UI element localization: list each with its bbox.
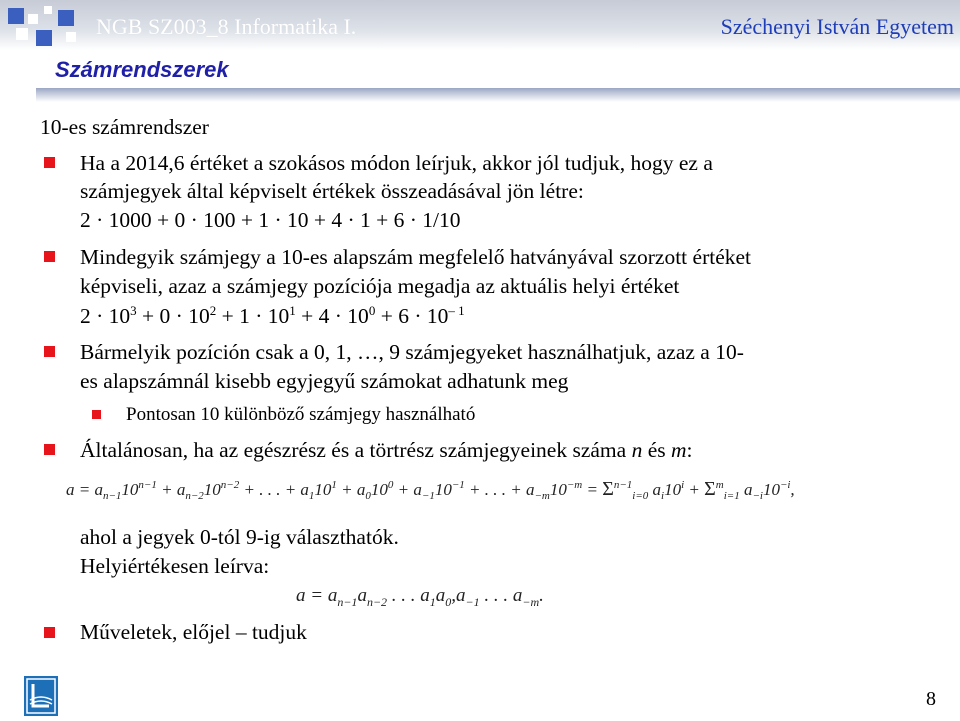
bullet1-expression: 2 · 1000 + 0 · 100 + 1 · 10 + 4 · 1 + 6 · 1/10 — [80, 208, 461, 232]
bullet4-text: Általánosan, ha az egészrész és a törtrész számjegyeinek száma n és m: — [80, 438, 693, 462]
bullet-marker — [44, 627, 55, 638]
university-logo — [24, 676, 58, 716]
bullet-marker — [44, 444, 55, 455]
positional-formula: $a = a_{n-1}a_{n-2}$ . . . $a_1a_0,a_{-1}$ . . . $a_{-m}$. — [296, 585, 544, 609]
powers-expression: $2 \cdot 10^3 + 0 \cdot 10^2 + 1 \cdot 10^1 + 4 \cdot 10^0 + 6 \cdot 10^{- 1}$ — [80, 303, 465, 328]
bullet3-line2: es alapszámnál kisebb egyjegyű számokat adhatunk meg — [80, 369, 569, 393]
bullet2-line2: képviseli, azaz a számjegy pozíciója megadja az aktuális helyi értéket — [80, 274, 680, 298]
bullet-marker — [44, 251, 55, 262]
bullet2-line1: Mindegyik számjegy a 10-es alapszám megfelelő hatványával szorzott értéket — [80, 245, 752, 269]
general-formula: $a = a_{n-1}10^{n-1} + a_{n-2}10^{n-2}$ + . . . + $a_110^1 + a_010^0 + a_{-1}10^{-1}$ + . . . + $a_{-m}10^{-m} = \Sigma^{n-1}_{i=0}$ $a_i10^i + \Sigma^m_{i=1}$ $a_{-i}10^{-i}$, — [66, 478, 795, 502]
slide-title: Számrendszerek — [55, 57, 229, 82]
bullet3-line1: Bármelyik pozíción csak a 0, 1, …, 9 számjegyeket használhatjuk, azaz a 10- — [80, 340, 744, 364]
bullet-marker — [44, 157, 55, 168]
bullet1-line2: számjegyek által képviselt értékek összeadásával jön létre: — [80, 179, 584, 203]
university-name: Széchenyi István Egyetem — [720, 14, 954, 39]
section-subheading: 10-es számrendszer — [40, 115, 209, 139]
header-logo-squares — [8, 4, 88, 48]
sub-bullet-text: Pontosan 10 különböző számjegy használható — [126, 404, 476, 425]
bullet-marker — [44, 346, 55, 357]
bullet1-line1: Ha a 2014,6 értéket a szokásos módon leírjuk, akkor jól tudjuk, hogy ez a — [80, 151, 713, 175]
after-formula-line2: Helyiértékesen leírva: — [80, 554, 270, 578]
course-title: NGB SZ003_8 Informatika I. — [96, 14, 357, 39]
bullet5-text: Műveletek, előjel – tudjuk — [80, 620, 307, 644]
page-number: 8 — [926, 688, 936, 710]
sub-bullet-marker — [92, 410, 101, 419]
title-divider — [36, 88, 960, 102]
after-formula-line1: ahol a jegyek 0-tól 9-ig választhatók. — [80, 525, 399, 549]
